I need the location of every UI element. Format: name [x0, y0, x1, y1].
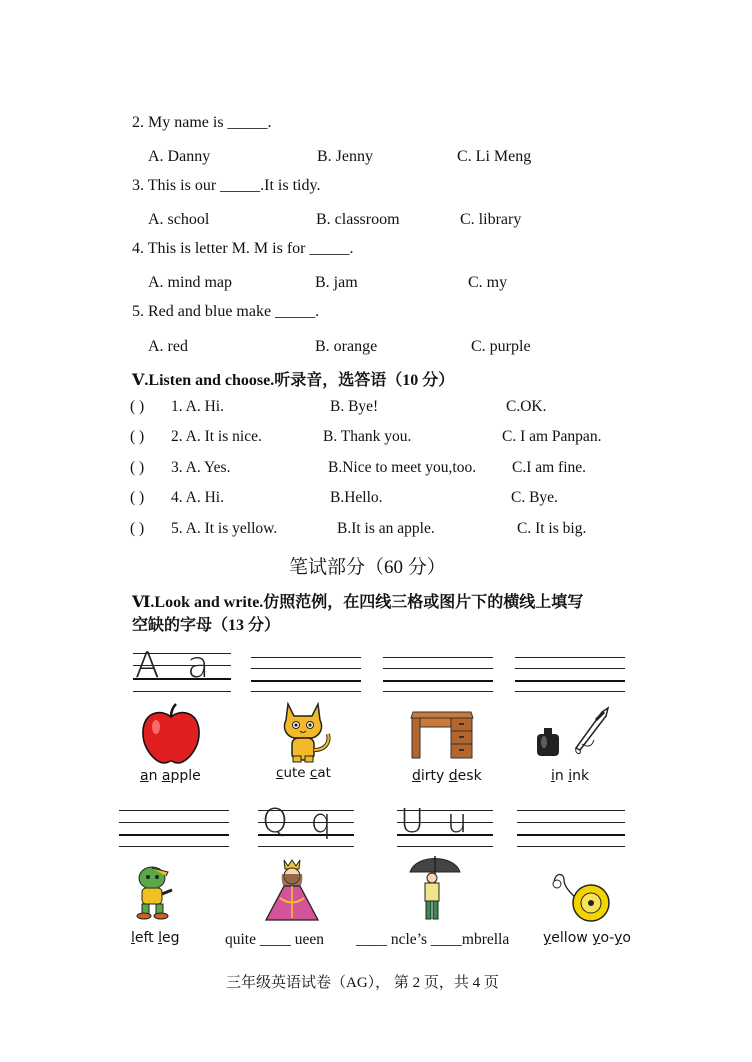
desk-icon: [409, 708, 475, 760]
question-2-option-b: B. Jenny: [317, 148, 373, 165]
section-5-row-4-option-b: B.Hello.: [330, 489, 383, 506]
caption-an-apple-part-2: pple: [170, 768, 201, 784]
question-2-option-a: A. Danny: [148, 148, 211, 165]
ink-icon: [536, 704, 612, 760]
section-5-row-2-option-a: 2. A. It is nice.: [171, 428, 262, 445]
caption-dirty-desk: [412, 768, 482, 784]
yoyo-icon: [550, 870, 610, 922]
section-6-heading-zh: 仿照范例，在四线三格或图片下的横线上填写: [263, 594, 584, 611]
section-5-row-3-option-a: 3. A. Yes.: [171, 459, 231, 476]
four-line-grid-5[interactable]: [517, 810, 625, 846]
section-5-row-4-option-c: C. Bye.: [511, 489, 558, 506]
section-5-row-3-option-c: C.I am fine.: [512, 459, 587, 476]
caption-left-leg-letter-1: l: [131, 930, 135, 946]
question-5-stem: 5. Red and blue make _____.: [132, 303, 320, 320]
section-5-row-5-option-a: 5. A. It is yellow.: [171, 520, 278, 537]
question-2-option-c: C. Li Meng: [457, 148, 532, 165]
caption-left-leg-letter-2: l: [158, 930, 163, 946]
caption-in-ink-part-2: nk: [572, 768, 590, 784]
caption-yellow-yoyo-letter-3: y: [614, 930, 623, 946]
question-5-option-c: C. purple: [471, 338, 531, 355]
question-4-option-c: C. my: [468, 274, 508, 291]
written-part-title: 笔试部分（60 分）: [289, 557, 446, 578]
caption-left-leg-part-1: eft: [134, 930, 159, 946]
caption-cute-cat-letter-2: c: [309, 765, 318, 781]
caption-an-apple-letter-1: a: [140, 768, 149, 784]
caption-yellow-yoyo-letter-2: y: [592, 930, 601, 946]
umbrella-icon: [408, 854, 462, 924]
example-letters-qq: Q q: [262, 801, 338, 840]
caption-yellow-yoyo-part-2: o-: [600, 930, 615, 946]
caption-cute-cat: [276, 765, 331, 781]
caption-an-apple: [140, 768, 201, 784]
queen-icon: [262, 858, 322, 922]
four-line-grid-2[interactable]: [383, 657, 493, 691]
page-footer: 三年级英语试卷（AG）， 第 2 页，共 4 页: [226, 975, 499, 991]
caption-left-leg-part-2: eg: [162, 930, 180, 946]
question-4-option-a: A. mind map: [148, 274, 232, 291]
caption-dirty-desk-letter-1: d: [412, 768, 421, 784]
question-3-option-b: B. classroom: [316, 211, 400, 228]
four-line-grid-4[interactable]: [119, 810, 229, 846]
caption-an-apple-part-1: n: [148, 768, 162, 784]
caption-in-ink-letter-2: i: [568, 768, 573, 784]
caption-quite-queen[interactable]: quite ____ ueen: [225, 931, 325, 948]
question-4-option-b: B. jam: [315, 274, 358, 291]
example-letters-aa: A a: [135, 645, 218, 686]
question-4-stem: 4. This is letter M. M is for _____.: [132, 240, 354, 257]
four-line-grid-3[interactable]: [515, 657, 625, 691]
section-5-row-1-option-c: C.OK.: [506, 398, 547, 415]
section-5-row-1-option-b: B. Bye!: [330, 398, 379, 415]
caption-left-leg: [131, 930, 180, 946]
caption-an-apple-letter-2: a: [161, 768, 171, 784]
section-5-row-4-option-a: 4. A. Hi.: [171, 489, 224, 506]
question-3-option-a: A. school: [148, 211, 210, 228]
caption-dirty-desk-part-2: esk: [457, 768, 482, 784]
section-6-heading-line-2: 空缺的字母（13 分）: [132, 617, 281, 634]
caption-cute-cat-part-1: ute: [283, 765, 310, 781]
question-5-option-b: B. orange: [315, 338, 378, 355]
caption-dirty-desk-part-1: irty: [420, 768, 449, 784]
question-2-stem: 2. My name is _____.: [132, 114, 272, 131]
section-5-row-2-option-c: C. I am Panpan.: [502, 428, 602, 445]
section-6-heading-en: Ⅵ.Look and write.: [132, 594, 264, 611]
caption-yellow-yoyo-part-1: ellow: [551, 930, 593, 946]
section-5-row-1-option-a: 1. A. Hi.: [171, 398, 224, 415]
question-5-option-a: A. red: [148, 338, 188, 355]
section-5-row-4-bracket[interactable]: ( ): [130, 489, 145, 506]
cat-icon: [276, 698, 334, 764]
caption-in-ink: [551, 768, 589, 784]
caption-yellow-yoyo-part-3: o: [622, 930, 631, 946]
example-letters-uu: U u: [400, 801, 474, 840]
section-5-row-5-bracket[interactable]: ( ): [130, 520, 145, 537]
question-3-option-c: C. library: [460, 211, 522, 228]
apple-icon: [140, 703, 202, 765]
caption-cute-cat-part-2: at: [317, 765, 331, 781]
caption-dirty-desk-letter-2: d: [448, 768, 458, 784]
section-5-row-5-option-c: C. It is big.: [517, 520, 587, 537]
section-5-heading-zh: 听录音，选答语（10 分）: [274, 372, 455, 389]
section-5-row-1-bracket[interactable]: ( ): [130, 398, 145, 415]
section-5-row-3-bracket[interactable]: ( ): [130, 459, 145, 476]
section-5-row-2-option-b: B. Thank you.: [323, 428, 412, 445]
section-6-heading: [132, 589, 583, 612]
caption-in-ink-letter-1: i: [551, 768, 555, 784]
section-5-row-5-option-b: B.It is an apple.: [337, 520, 435, 537]
caption-yellow-yoyo-letter-1: y: [543, 930, 552, 946]
section-5-row-2-bracket[interactable]: ( ): [130, 428, 145, 445]
section-5-row-3-option-b: B.Nice to meet you,too.: [328, 459, 477, 476]
question-3-stem: 3. This is our _____.It is tidy.: [132, 177, 321, 194]
section-5-heading: [132, 367, 454, 390]
caption-cute-cat-letter-1: c: [276, 765, 284, 781]
caption-in-ink-part-1: n: [554, 768, 569, 784]
boy-leg-icon: [130, 864, 176, 920]
four-line-grid-1[interactable]: [251, 657, 361, 691]
caption-yellow-yoyo: [543, 930, 631, 946]
caption-uncles-umbrella[interactable]: ____ ncle’s ____mbrella: [356, 931, 510, 948]
section-5-heading-en: Ⅴ.Listen and choose.: [132, 372, 275, 389]
